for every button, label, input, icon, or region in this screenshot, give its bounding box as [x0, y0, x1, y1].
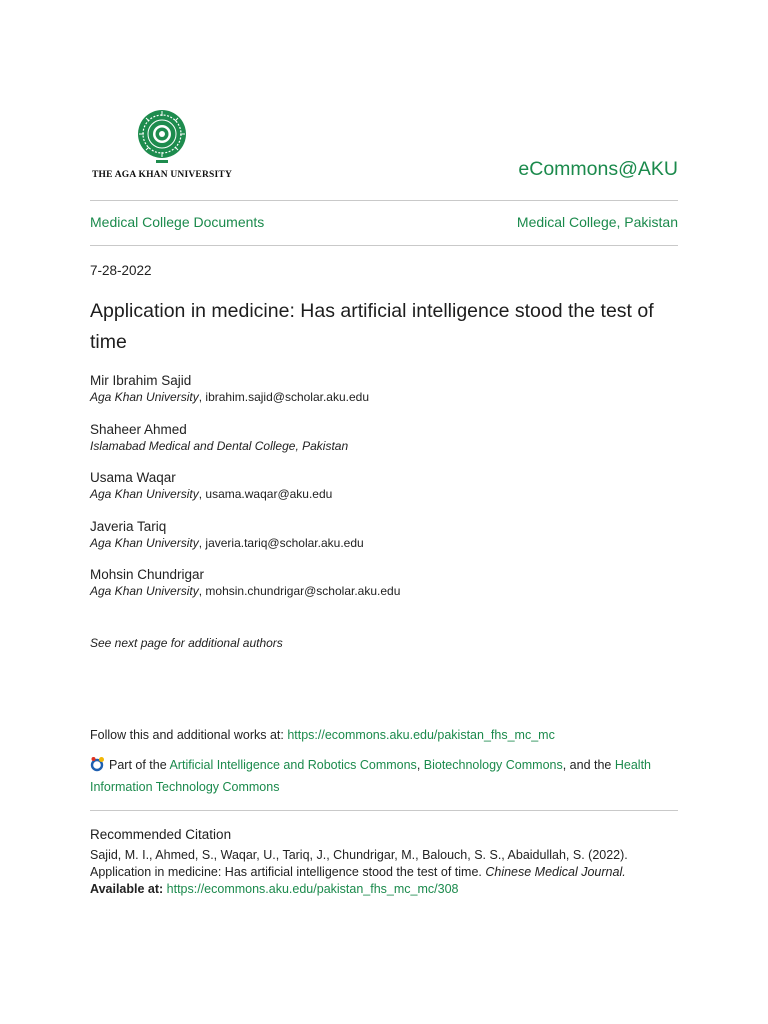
divider — [90, 810, 678, 811]
author-item — [90, 566, 678, 615]
author-affiliation: Aga Khan University, usama.waqar@aku.edu — [90, 487, 333, 501]
journal-name: Chinese Medical Journal. — [485, 865, 626, 879]
divider — [90, 245, 678, 246]
author-email: , usama.waqar@aku.edu — [198, 487, 333, 501]
available-at-link[interactable]: https://ecommons.aku.edu/pakistan_fhs_mc_mc/308 — [166, 882, 459, 896]
author-item — [90, 469, 678, 518]
citation-text: Sajid, M. I., Ahmed, S., Waqar, U., Tariq, J., Chundrigar, M., Balouch, S. S., Abaidullah, S. (2022). Application in medicine: Has artificial intelligence stood the test of time. — [90, 848, 628, 879]
author-item — [90, 518, 678, 567]
additional-authors-note: See next page for additional authors — [90, 636, 283, 650]
department-link[interactable]: Medical College, Pakistan — [516, 214, 678, 230]
author-list — [90, 372, 678, 615]
author-name: Javeria Tariq — [90, 518, 167, 534]
author-affiliation: Islamabad Medical and Dental College, Pakistan — [90, 438, 349, 453]
part-of-line — [90, 754, 678, 798]
ecommons-brand-link[interactable]: eCommons@AKU — [518, 158, 678, 180]
author-email: , mohsin.chundrigar@scholar.aku.edu — [198, 584, 401, 598]
separator: , and the — [562, 758, 615, 772]
follow-line — [90, 728, 555, 742]
author-name: Mir Ibrahim Sajid — [90, 373, 192, 388]
follow-text: Follow this and additional works at: — [90, 728, 288, 742]
part-of-prefix: Part of the — [109, 758, 170, 772]
network-commons-icon — [90, 756, 106, 772]
collection-link[interactable]: Medical College Documents — [90, 214, 265, 230]
citation-block — [90, 847, 690, 898]
divider — [90, 200, 678, 201]
author-email: , ibrahim.sajid@scholar.aku.edu — [198, 390, 370, 404]
author-affiliation: Aga Khan University, mohsin.chundrigar@scholar.aku.edu — [90, 584, 401, 598]
document-title: Application in medicine: Has artificial intelligence stood the test of time — [90, 300, 654, 353]
author-item — [90, 421, 678, 470]
citation-heading: Recommended Citation — [90, 827, 232, 842]
ai-robotics-commons-link[interactable]: Artificial Intelligence and Robotics Commons — [169, 758, 417, 772]
author-name: Shaheer Ahmed — [90, 421, 187, 437]
university-logo — [92, 108, 232, 182]
biotechnology-commons-link[interactable]: Biotechnology Commons — [423, 758, 563, 772]
logo-wordmark: THE AGA KHAN UNIVERSITY — [92, 170, 233, 180]
author-affiliation: Aga Khan University, ibrahim.sajid@scholar.aku.edu — [90, 390, 370, 404]
health-it-commons-link[interactable]: Health Information Technology Commons — [90, 758, 651, 794]
author-name: Mohsin Chundrigar — [90, 567, 205, 582]
author-item — [90, 372, 678, 421]
author-email: , javeria.tariq@scholar.aku.edu — [198, 535, 364, 550]
author-name: Usama Waqar — [90, 470, 176, 485]
publication-date: 7-28-2022 — [90, 263, 152, 278]
separator: , — [416, 758, 424, 772]
author-affiliation: Aga Khan University, javeria.tariq@scholar.aku.edu — [90, 535, 364, 550]
aku-rosette-icon — [136, 108, 188, 166]
available-at-label: Available at: — [90, 882, 167, 896]
collection-url-link[interactable]: https://ecommons.aku.edu/pakistan_fhs_mc_mc — [287, 728, 555, 742]
